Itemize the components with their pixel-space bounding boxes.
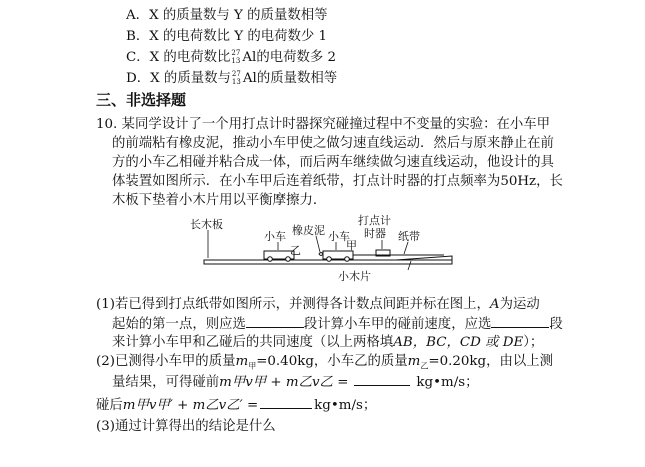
mass-a-sub: 甲 [248, 361, 257, 371]
unit-text: kg•m/s； [314, 398, 377, 413]
momentum-before-expr: m甲v甲 + m乙v乙 = [219, 375, 349, 390]
part2-line1 [96, 353, 553, 375]
option-a [126, 7, 328, 24]
part1-line3 [112, 334, 543, 351]
part1-line2 [112, 315, 563, 333]
part2-text: =0.20kg，由以上测 [428, 354, 554, 369]
answer-blank-2[interactable] [491, 315, 549, 328]
unit-text: kg•m/s； [416, 375, 479, 390]
option-label: D． [126, 71, 151, 86]
part1-text: ）； [523, 335, 544, 350]
option-text: X 的电荷数比 Y 的电荷数少 1 [149, 29, 328, 44]
part2-text: =0.40kg，小车乙的质量 [256, 354, 408, 369]
part2-line2 [112, 373, 478, 391]
label-putty: 橡皮泥 [292, 224, 325, 237]
option-label: A． [126, 8, 150, 23]
q10-line: 10. 某同学设计了一个用打点计时器探究碰撞过程中不变量的实验：在小车甲 [96, 117, 551, 132]
part1-text: 来计算小车甲和乙碰后的共同速度（以上两格填 [112, 335, 394, 350]
option-text: 的质量数相等 [256, 71, 338, 86]
label-board: 长木板 [190, 218, 223, 231]
option-text: X 的质量数与 [150, 71, 231, 86]
part2-text: 量结果，可得碰前 [112, 375, 220, 390]
option-b [126, 28, 327, 45]
label-cart-a: 小车 [328, 230, 350, 243]
section-heading: 三、非选择题 [96, 91, 187, 109]
mass-b-symbol: m [407, 354, 421, 369]
answer-blank-4[interactable] [260, 396, 312, 409]
mass-a-symbol: m [235, 354, 249, 369]
part1-text: 起始的第一点，则应选 [112, 317, 246, 332]
isotope-notation: 27 13 [231, 70, 241, 86]
isotope-notation: 27 13 [231, 49, 241, 65]
cart-a-wheel [327, 257, 332, 262]
label-block: 小木片 [338, 270, 371, 283]
label-timer: 打点计 [358, 214, 391, 227]
label-tape: 纸带 [398, 230, 420, 243]
apparatus-figure [186, 214, 466, 284]
cart-b-wheel [286, 257, 291, 262]
label-cart-b: 小车 [264, 230, 286, 243]
element-symbol: Al [242, 71, 257, 86]
option-text: X 的电荷数比 [149, 50, 231, 65]
point-a: A [489, 297, 500, 312]
option-label: C． [126, 50, 150, 65]
q10-line: 方的小车乙相碰并粘合成一体，而后两车继续做匀速直线运动，他设计的具 [112, 155, 554, 170]
part2-text: 碰后 [96, 398, 123, 413]
part1-text: 段计算小车甲的碰前速度，应选 [303, 317, 492, 332]
part1-text: (1)若已得到打点纸带如图所示，并测得各计数点间距并标在图上， [96, 297, 490, 312]
option-d [126, 70, 337, 87]
q10-line: 体装置如图所示．在小车甲后连着纸带，打点计时器的打点频率为50Hz，长 [112, 174, 563, 189]
putty [319, 253, 323, 256]
part2-text: (2)已测得小车甲的质量 [96, 354, 236, 369]
answer-blank-3[interactable] [354, 373, 410, 386]
part1-text: 为运动 [499, 297, 540, 312]
option-c [126, 49, 336, 66]
mass-b-sub: 乙 [420, 361, 429, 371]
part3-line: (3)通过计算得出的结论是什么 [96, 419, 276, 434]
cart-b-wheel [268, 257, 273, 262]
label-timer-2: 时器 [364, 227, 386, 240]
segment-options: AB，BC，CD 或 DE [393, 335, 524, 350]
part1-line1 [96, 296, 540, 313]
cart-a-wheel [345, 257, 350, 262]
q10-line: 的前端粘有橡皮泥，推动小车甲使之做匀速直线运动．然后与原来静止在前 [112, 136, 554, 151]
label-cart-b-2: 乙 [290, 244, 301, 257]
part1-text: 段 [549, 317, 563, 332]
q10-line: 木板下垫着小木片用以平衡摩擦力． [112, 193, 327, 208]
option-text: X 的质量数与 Y 的质量数相等 [149, 8, 328, 23]
label-cart-a-2: 甲 [346, 239, 357, 252]
momentum-after-expr: m甲v甲′ + m乙v乙′ = [122, 398, 259, 413]
answer-blank-1[interactable] [246, 315, 304, 328]
small-block [396, 256, 452, 260]
part2-line3 [96, 396, 376, 414]
element-symbol: Al [242, 50, 257, 65]
option-label: B． [126, 29, 150, 44]
option-text: 的电荷数多 2 [256, 50, 337, 65]
